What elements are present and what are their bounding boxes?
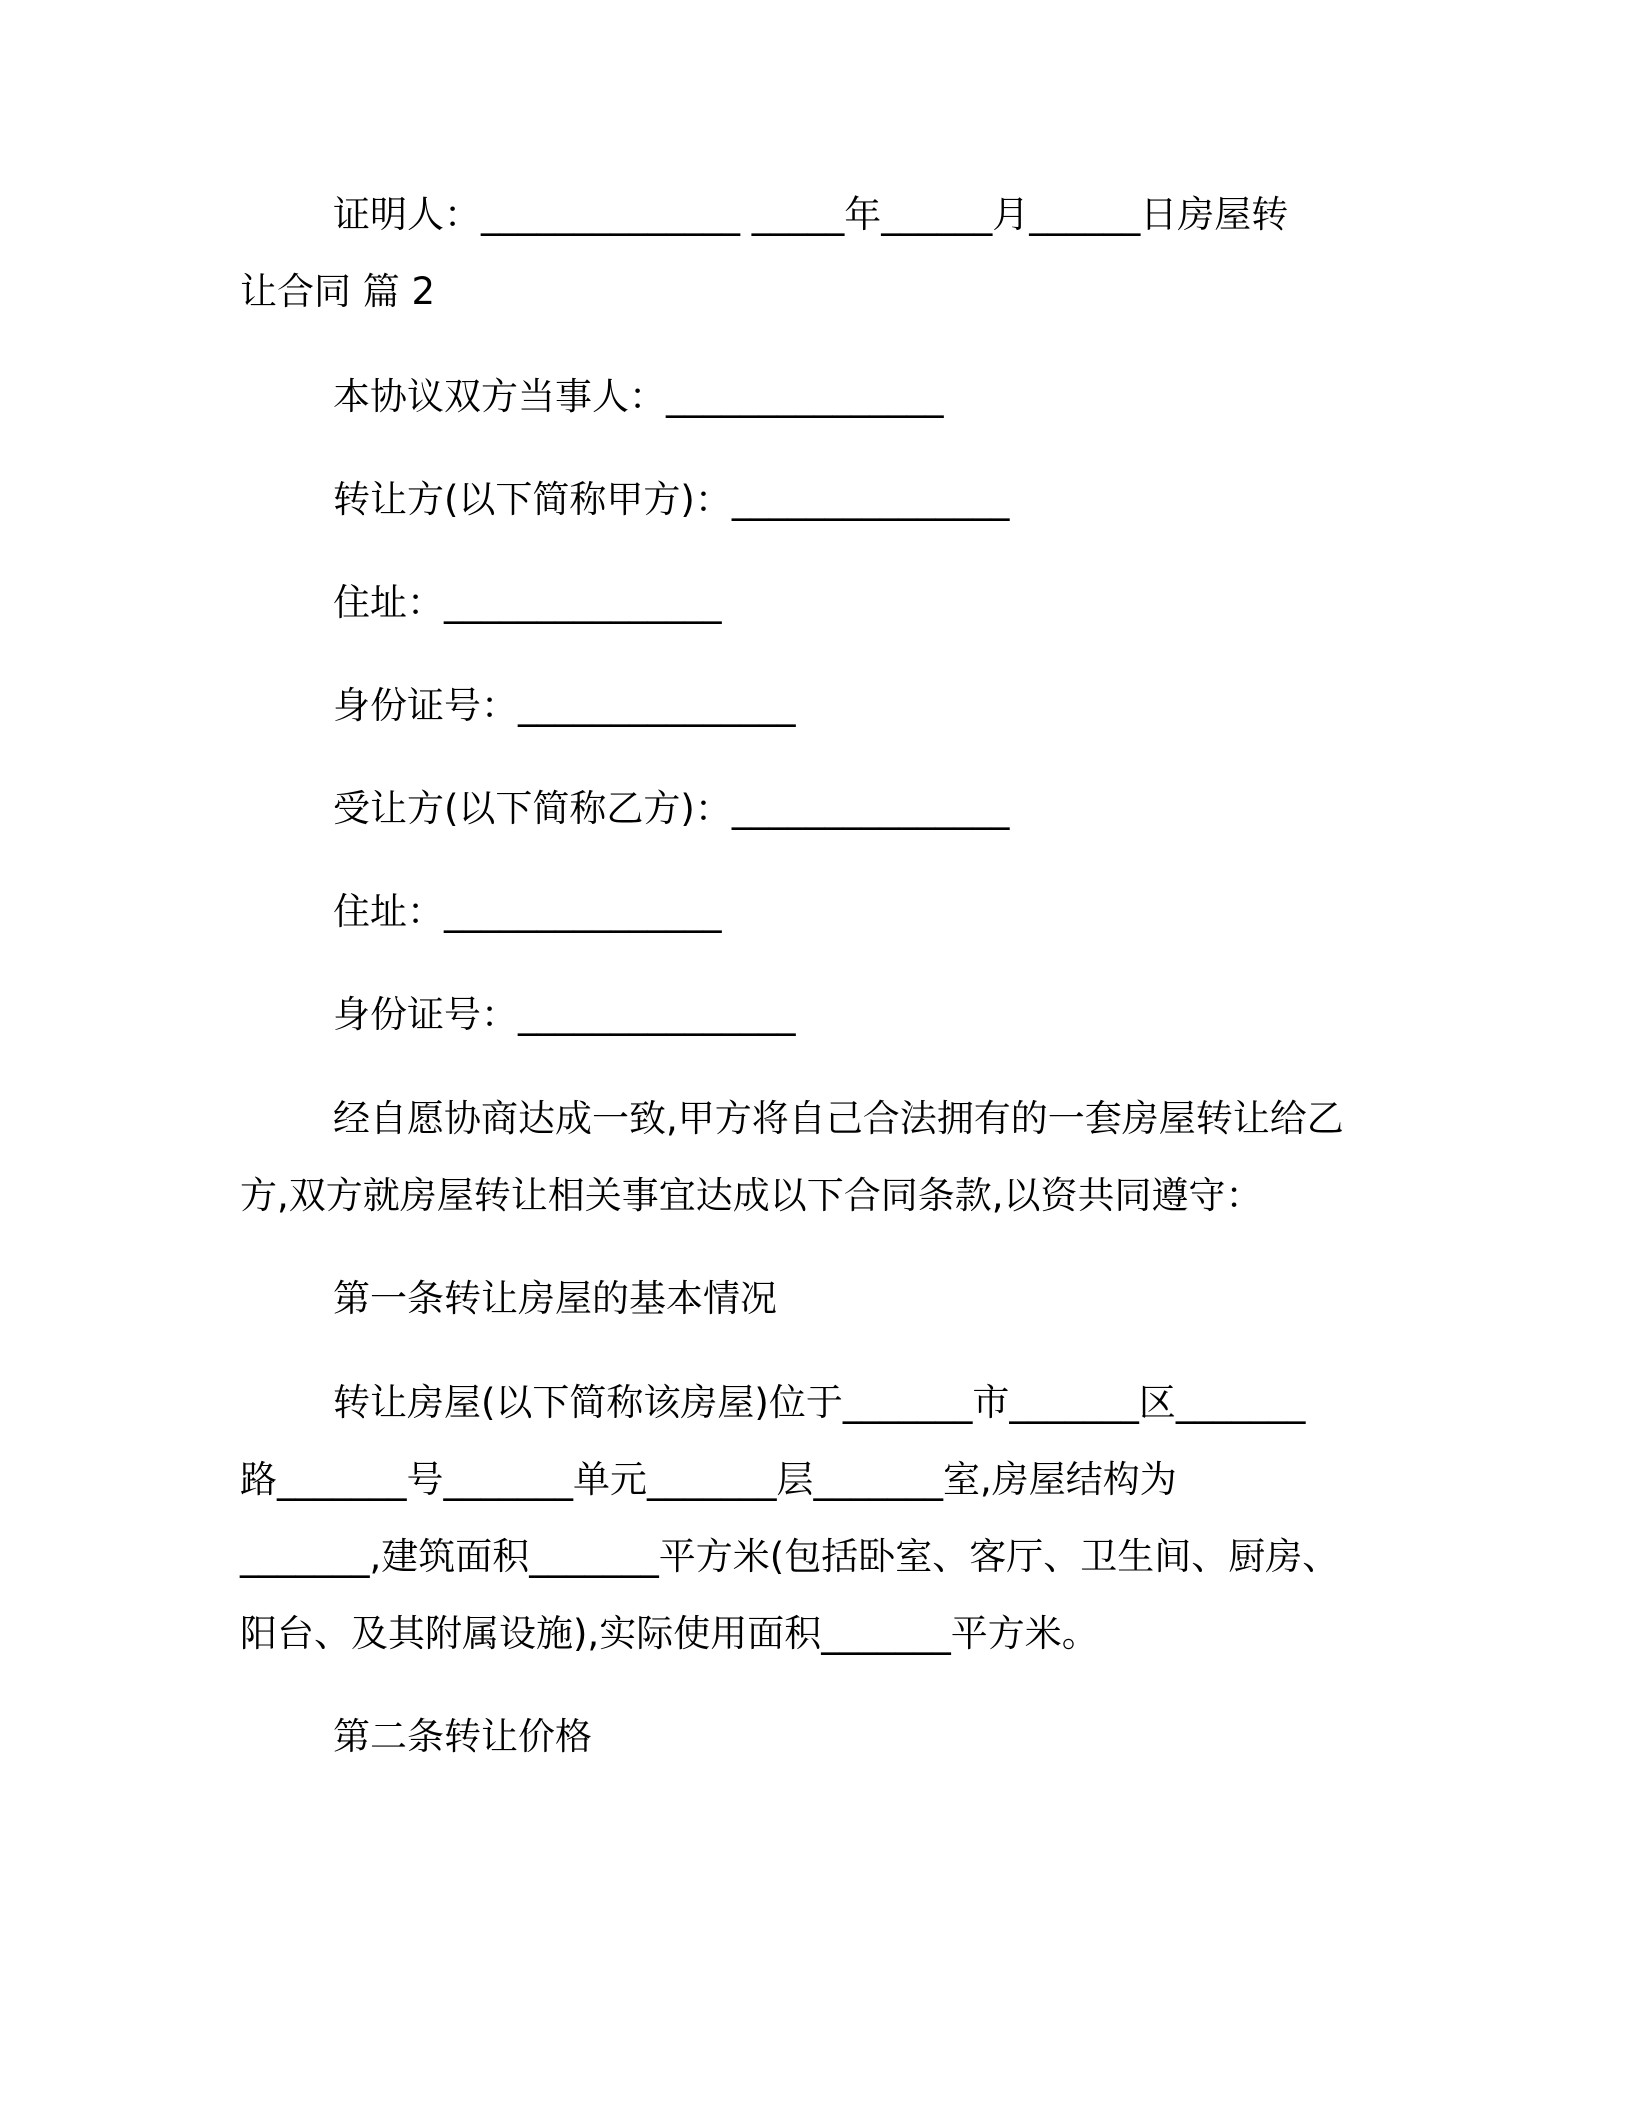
transferee-id-line: 身份证号：_______________ bbox=[333, 993, 796, 1036]
article1-line-1: 转让房屋(以下简称该房屋)位于_______市_______区_______ bbox=[333, 1381, 1306, 1424]
transferee-address-line: 住址：_______________ bbox=[333, 890, 722, 933]
parties-intro: 本协议双方当事人：_______________ bbox=[333, 375, 944, 418]
article1-line-3: _______,建筑面积_______平方米(包括卧室、客厅、卫生间、厨房、 bbox=[240, 1535, 1340, 1578]
article1-line-4: 阳台、及其附属设施),实际使用面积_______平方米。 bbox=[240, 1612, 1099, 1655]
contract-title: 让合同 篇 2 bbox=[240, 270, 436, 313]
transferee-line: 受让方(以下简称乙方)：_______________ bbox=[333, 787, 1010, 830]
article1-line-2: 路_______号_______单元_______层_______室,房屋结构为 bbox=[240, 1458, 1177, 1501]
preamble-line-1: 经自愿协商达成一致,甲方将自己合法拥有的一套房屋转让给乙 bbox=[333, 1097, 1344, 1140]
transferor-address-line: 住址：_______________ bbox=[333, 581, 722, 624]
article2-heading: 第二条转让价格 bbox=[333, 1715, 592, 1758]
witness-line: 证明人：______________ _____年______月______日房屋转 bbox=[333, 193, 1289, 236]
transferor-line: 转让方(以下简称甲方)：_______________ bbox=[333, 478, 1010, 521]
preamble-line-2: 方,双方就房屋转让相关事宜达成以下合同条款,以资共同遵守： bbox=[240, 1174, 1263, 1217]
transferor-id-line: 身份证号：_______________ bbox=[333, 684, 796, 727]
article1-heading: 第一条转让房屋的基本情况 bbox=[333, 1277, 777, 1320]
